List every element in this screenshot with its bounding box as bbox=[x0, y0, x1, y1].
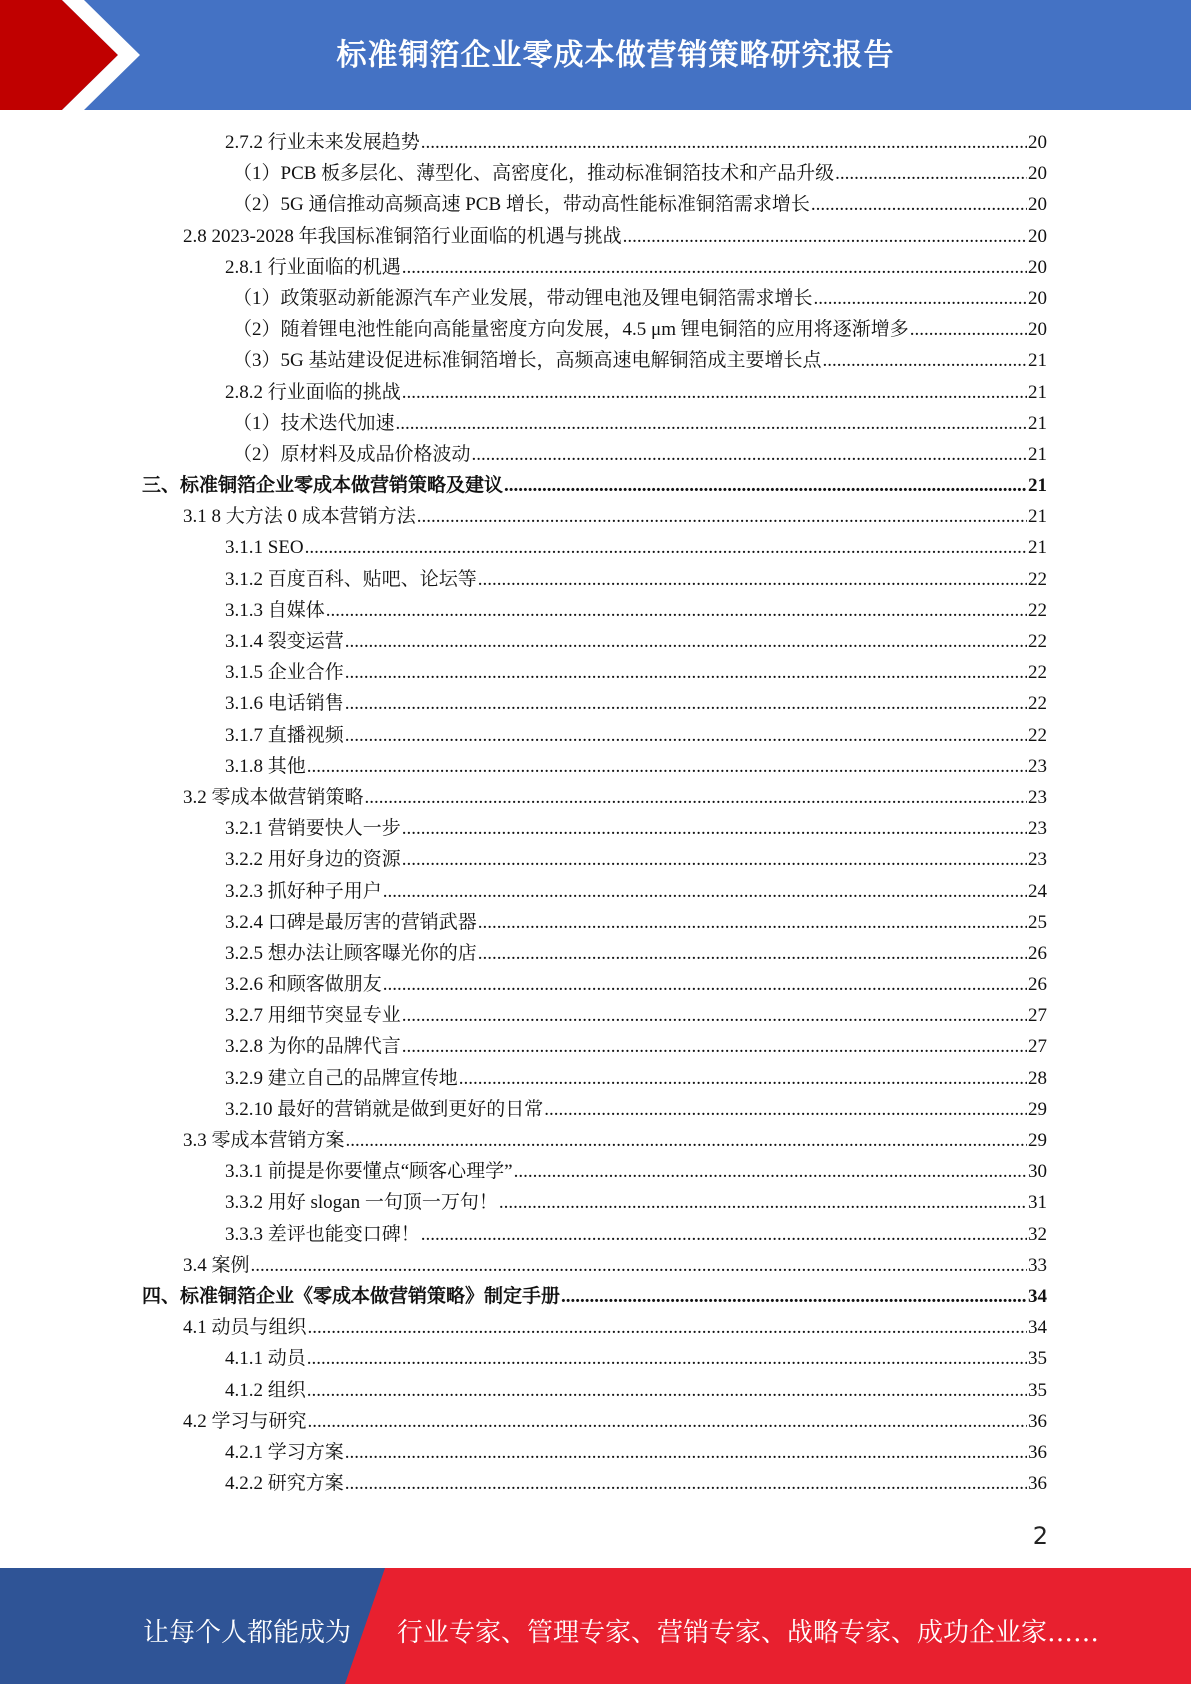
toc-entry[interactable] bbox=[0, 564, 1191, 595]
toc-entry-page: 21 bbox=[1028, 537, 1047, 559]
toc-entry-title: 3.1.5 企业合作 bbox=[225, 662, 344, 684]
toc-entry-page: 31 bbox=[1028, 1192, 1047, 1214]
toc-entry[interactable] bbox=[0, 1000, 1191, 1031]
toc-entry-page: 20 bbox=[1028, 287, 1047, 309]
toc-leader-dots bbox=[383, 876, 1027, 907]
toc-entry-title: 3.3.3 差评也能变口碑！ bbox=[225, 1223, 420, 1245]
toc-entry-page: 26 bbox=[1028, 942, 1047, 964]
toc-entry-title: 3.1.8 其他 bbox=[225, 755, 306, 777]
toc-entry[interactable] bbox=[0, 876, 1191, 907]
toc-leader-dots bbox=[472, 439, 1027, 470]
toc-entry-title: 2.7.2 行业未来发展趋势 bbox=[225, 132, 420, 153]
toc-entry-title: 3.2.10 最好的营销就是做到更好的日常 bbox=[225, 1098, 544, 1120]
toc-entry-page: 20 bbox=[1028, 256, 1047, 278]
toc-entry-title: 3.2.4 口碑是最厉害的营销武器 bbox=[225, 911, 477, 933]
toc-entry-title: 3.1 8 大方法 0 成本营销方法 bbox=[183, 506, 416, 528]
toc-entry[interactable] bbox=[0, 813, 1191, 844]
toc-entry-page: 36 bbox=[1028, 1473, 1047, 1495]
toc-entry[interactable] bbox=[0, 283, 1191, 314]
toc-entry[interactable] bbox=[0, 1437, 1191, 1468]
toc-leader-dots bbox=[561, 1281, 1027, 1312]
toc-entry-page: 22 bbox=[1028, 568, 1047, 590]
toc-leader-dots bbox=[346, 1125, 1027, 1156]
page-number: 2 bbox=[1032, 1522, 1048, 1550]
toc-entry-title: 2.8.1 行业面临的机遇 bbox=[225, 256, 401, 278]
toc-leader-dots bbox=[402, 844, 1027, 875]
toc-leader-dots bbox=[544, 1094, 1027, 1125]
toc-entry-title: 3.1.7 直播视频 bbox=[225, 724, 344, 746]
toc-entry[interactable] bbox=[0, 252, 1191, 283]
toc-entry-title: （1）政策驱动新能源汽车产业发展，带动锂电池及锂电铜箔需求增长 bbox=[233, 287, 813, 309]
toc-entry[interactable] bbox=[0, 657, 1191, 688]
toc-entry[interactable] bbox=[0, 377, 1191, 408]
toc-entry-title: 3.1.1 SEO bbox=[225, 537, 304, 559]
toc-leader-dots bbox=[402, 1031, 1027, 1062]
toc-leader-dots bbox=[910, 314, 1027, 345]
toc-entry-page: 35 bbox=[1028, 1379, 1047, 1401]
toc-entry-page: 27 bbox=[1028, 1005, 1047, 1027]
toc-leader-dots bbox=[345, 1437, 1027, 1468]
toc-leader-dots bbox=[326, 595, 1027, 626]
toc-entry-page: 29 bbox=[1028, 1130, 1047, 1151]
toc-leader-dots bbox=[459, 1063, 1027, 1094]
toc-entry-title: 3.2.6 和顾客做朋友 bbox=[225, 974, 382, 996]
toc-entry-title: 3.4 案例 bbox=[183, 1254, 250, 1276]
toc-entry[interactable] bbox=[0, 127, 1191, 158]
toc-entry-title: 2.8 2023-2028 年我国标准铜箔行业面临的机遇与挑战 bbox=[183, 225, 622, 247]
toc-entry-page: 20 bbox=[1028, 319, 1047, 341]
toc-entry[interactable] bbox=[0, 1219, 1191, 1250]
toc-entry[interactable] bbox=[0, 314, 1191, 345]
toc-entry-title: 3.2.9 建立自己的品牌宣传地 bbox=[225, 1067, 458, 1089]
toc-entry[interactable] bbox=[0, 1312, 1191, 1343]
toc-entry-title: 3.2.7 用细节突显专业 bbox=[225, 1005, 401, 1027]
toc-entry-title: 3.1.3 自媒体 bbox=[225, 599, 325, 621]
toc-entry[interactable] bbox=[0, 1156, 1191, 1187]
toc-leader-dots bbox=[514, 1156, 1027, 1187]
toc-entry-page: 22 bbox=[1028, 662, 1047, 684]
toc-entry-title: 4.1.2 组织 bbox=[225, 1379, 306, 1401]
toc-entry[interactable] bbox=[0, 345, 1191, 376]
toc-entry-page: 21 bbox=[1028, 443, 1047, 465]
toc-entry-title: 3.1.4 裂变运营 bbox=[225, 631, 344, 652]
toc-leader-dots bbox=[421, 127, 1027, 158]
toc-entry-page: 20 bbox=[1028, 194, 1047, 216]
toc-leader-dots bbox=[345, 626, 1027, 657]
toc-entry-page: 33 bbox=[1028, 1254, 1047, 1276]
toc-entry[interactable] bbox=[0, 1281, 1191, 1312]
toc-entry[interactable] bbox=[0, 470, 1191, 501]
toc-leader-dots bbox=[421, 1219, 1027, 1250]
toc-leader-dots bbox=[623, 221, 1027, 252]
toc-leader-dots bbox=[402, 377, 1027, 408]
toc-entry-title: 3.3.1 前提是你要懂点“顾客心理学” bbox=[225, 1161, 513, 1183]
toc-entry-page: 29 bbox=[1028, 1098, 1047, 1120]
toc-entry-page: 34 bbox=[1028, 1317, 1047, 1339]
toc-entry[interactable] bbox=[0, 688, 1191, 719]
toc-entry-title: （2）随着锂电池性能向高能量密度方向发展，4.5 μm 锂电铜箔的应用将逐渐增多 bbox=[233, 319, 909, 341]
toc-entry-title: （2）5G 通信推动高频高速 PCB 增长，带动高性能标准铜箔需求增长 bbox=[233, 194, 810, 216]
toc-entry-page: 22 bbox=[1028, 631, 1047, 652]
toc-entry[interactable] bbox=[0, 938, 1191, 969]
toc-entry[interactable] bbox=[0, 782, 1191, 813]
toc-entry[interactable] bbox=[0, 1250, 1191, 1281]
toc-entry-page: 27 bbox=[1028, 1036, 1047, 1058]
toc-entry[interactable] bbox=[0, 1063, 1191, 1094]
report-title: 标准铜箔企业零成本做营销策略研究报告 bbox=[336, 38, 895, 73]
toc-entry-page: 35 bbox=[1028, 1348, 1047, 1370]
toc-entry-title: （1）PCB 板多层化、薄型化、高密度化，推动标准铜箔技术和产品升级 bbox=[233, 163, 835, 185]
toc-leader-dots bbox=[396, 408, 1027, 439]
toc-entry-page: 22 bbox=[1028, 599, 1047, 621]
toc-leader-dots bbox=[402, 1000, 1027, 1031]
toc-entry-title: 2.8.2 行业面临的挑战 bbox=[225, 381, 401, 403]
toc-entry[interactable] bbox=[0, 1125, 1191, 1156]
toc-entry[interactable] bbox=[0, 532, 1191, 563]
toc-leader-dots bbox=[499, 1187, 1027, 1218]
toc-leader-dots bbox=[307, 1375, 1027, 1406]
toc-entry-title: 3.2.1 营销要快人一步 bbox=[225, 818, 401, 840]
toc-leader-dots bbox=[383, 969, 1027, 1000]
toc-entry[interactable] bbox=[0, 1375, 1191, 1406]
toc-leader-dots bbox=[345, 720, 1027, 751]
toc-entry-title: 4.2 学习与研究 bbox=[183, 1410, 307, 1432]
toc-entry[interactable] bbox=[0, 751, 1191, 782]
toc-entry-page: 32 bbox=[1028, 1223, 1047, 1245]
toc-leader-dots bbox=[478, 938, 1027, 969]
toc-entry[interactable] bbox=[0, 1468, 1191, 1499]
toc-entry[interactable] bbox=[0, 844, 1191, 875]
toc-entry-page: 23 bbox=[1028, 818, 1047, 840]
toc-leader-dots bbox=[305, 532, 1027, 563]
toc-entry[interactable] bbox=[0, 595, 1191, 626]
footer-slogan-left: 让每个人都能成为 bbox=[143, 1618, 352, 1648]
toc-leader-dots bbox=[365, 782, 1027, 813]
toc-entry-page: 21 bbox=[1028, 381, 1047, 403]
toc-entry-title: 3.1.2 百度百科、贴吧、论坛等 bbox=[225, 568, 477, 590]
toc-entry-title: 3.3.2 用好 slogan 一句顶一万句！ bbox=[225, 1192, 498, 1214]
toc-entry[interactable] bbox=[0, 1094, 1191, 1125]
toc-entry-page: 25 bbox=[1028, 911, 1047, 933]
toc-entry-title: （2）原材料及成品价格波动 bbox=[233, 443, 471, 465]
toc-entry-page: 22 bbox=[1028, 724, 1047, 746]
toc-entry-title: 3.3 零成本营销方案 bbox=[183, 1130, 345, 1151]
toc-entry[interactable] bbox=[0, 501, 1191, 532]
toc-entry-page: 21 bbox=[1028, 506, 1047, 528]
toc-entry[interactable] bbox=[0, 626, 1191, 657]
toc-leader-dots bbox=[811, 189, 1027, 220]
toc-entry[interactable] bbox=[0, 408, 1191, 439]
toc-entry-title: 3.2.2 用好身边的资源 bbox=[225, 849, 401, 871]
toc-entry-page: 36 bbox=[1028, 1410, 1047, 1432]
toc-entry-title: 3.1.6 电话销售 bbox=[225, 693, 344, 715]
page-header bbox=[0, 0, 1191, 110]
toc-entry-page: 28 bbox=[1028, 1067, 1047, 1089]
toc-leader-dots bbox=[345, 1468, 1027, 1499]
toc-entry-page: 21 bbox=[1028, 412, 1047, 434]
toc-leader-dots bbox=[417, 501, 1027, 532]
toc-entry[interactable] bbox=[0, 189, 1191, 220]
toc-entry[interactable] bbox=[0, 1031, 1191, 1062]
toc-entry[interactable] bbox=[0, 1343, 1191, 1374]
toc-entry-title: 4.1 动员与组织 bbox=[183, 1317, 307, 1339]
toc-entry-title: 4.2.1 学习方案 bbox=[225, 1441, 344, 1463]
toc-entry-title: 3.2.5 想办法让顾客曝光你的店 bbox=[225, 942, 477, 964]
footer-slogan-right: 行业专家、管理专家、营销专家、战略专家、成功企业家…… bbox=[397, 1618, 1100, 1648]
toc-leader-dots bbox=[308, 1406, 1027, 1437]
toc-entry-title: 三、标准铜箔企业零成本做营销策略及建议 bbox=[142, 475, 504, 497]
toc-entry-page: 30 bbox=[1028, 1161, 1047, 1183]
toc-entry-page: 34 bbox=[1028, 1285, 1047, 1307]
toc-entry-title: 3.2.8 为你的品牌代言 bbox=[225, 1036, 401, 1058]
toc-leader-dots bbox=[835, 158, 1027, 189]
toc-entry-title: 4.1.1 动员 bbox=[225, 1348, 306, 1370]
toc-leader-dots bbox=[402, 813, 1027, 844]
toc-leader-dots bbox=[814, 283, 1027, 314]
toc-entry-page: 20 bbox=[1028, 132, 1047, 153]
toc-entry-title: 3.2 零成本做营销策略 bbox=[183, 786, 364, 808]
toc-entry-page: 20 bbox=[1028, 163, 1047, 185]
toc-entry[interactable] bbox=[0, 1187, 1191, 1218]
toc-entry[interactable] bbox=[0, 720, 1191, 751]
toc-leader-dots bbox=[307, 751, 1027, 782]
toc-entry-title: 3.2.3 抓好种子用户 bbox=[225, 880, 382, 902]
toc-leader-dots bbox=[504, 470, 1027, 501]
toc-leader-dots bbox=[345, 688, 1027, 719]
toc-entry[interactable] bbox=[0, 221, 1191, 252]
table-of-contents bbox=[0, 127, 1191, 1499]
toc-entry-page: 20 bbox=[1028, 225, 1047, 247]
toc-leader-dots bbox=[478, 907, 1027, 938]
toc-leader-dots bbox=[251, 1250, 1027, 1281]
toc-entry-page: 21 bbox=[1028, 350, 1047, 372]
toc-entry-title: 4.2.2 研究方案 bbox=[225, 1473, 344, 1495]
page-footer bbox=[0, 1568, 1191, 1684]
toc-entry[interactable] bbox=[0, 439, 1191, 470]
toc-entry-page: 23 bbox=[1028, 755, 1047, 777]
toc-leader-dots bbox=[308, 1312, 1027, 1343]
toc-leader-dots bbox=[478, 564, 1027, 595]
toc-entry[interactable] bbox=[0, 1406, 1191, 1437]
toc-leader-dots bbox=[345, 657, 1027, 688]
toc-entry[interactable] bbox=[0, 969, 1191, 1000]
toc-entry-page: 22 bbox=[1028, 693, 1047, 715]
toc-entry-page: 23 bbox=[1028, 849, 1047, 871]
toc-entry-page: 24 bbox=[1028, 880, 1047, 902]
toc-entry-page: 26 bbox=[1028, 974, 1047, 996]
toc-leader-dots bbox=[307, 1343, 1027, 1374]
toc-entry[interactable] bbox=[0, 158, 1191, 189]
toc-entry-page: 21 bbox=[1028, 475, 1047, 497]
toc-entry-page: 36 bbox=[1028, 1441, 1047, 1463]
toc-entry-page: 23 bbox=[1028, 786, 1047, 808]
toc-entry-title: （3）5G 基站建设促进标准铜箔增长，高频高速电解铜箔成主要增长点 bbox=[233, 350, 822, 372]
toc-entry-title: 四、标准铜箔企业《零成本做营销策略》制定手册 bbox=[142, 1285, 561, 1307]
toc-leader-dots bbox=[402, 252, 1027, 283]
toc-entry-title: （1）技术迭代加速 bbox=[233, 412, 395, 434]
toc-leader-dots bbox=[822, 345, 1027, 376]
toc-entry[interactable] bbox=[0, 907, 1191, 938]
